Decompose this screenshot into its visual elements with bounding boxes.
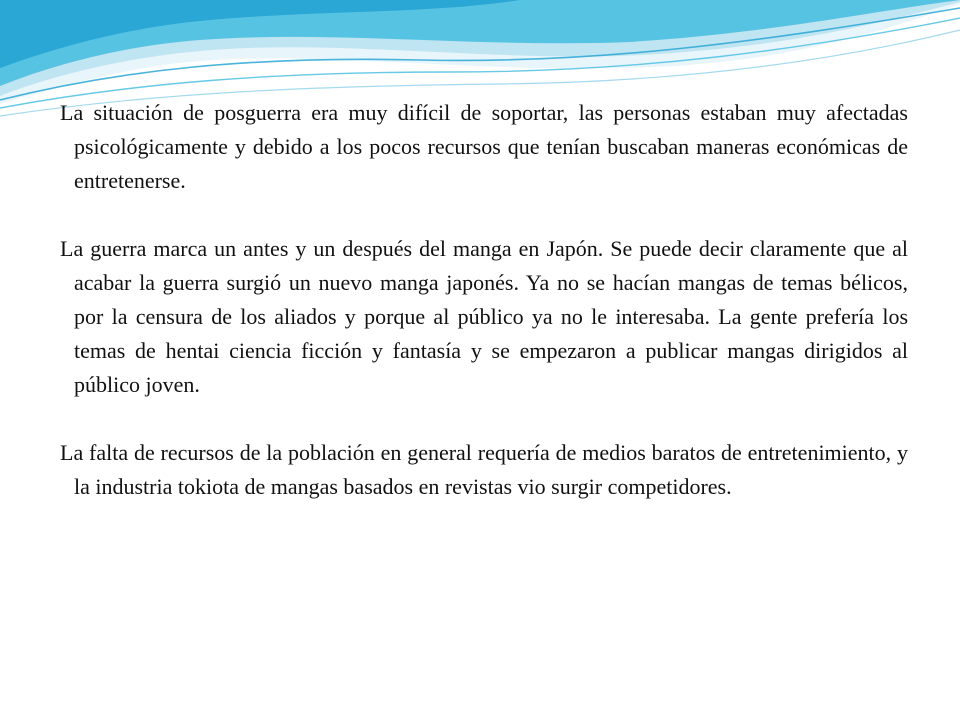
slide-body (60, 96, 908, 504)
body-paragraph-2: La guerra marca un antes y un después del manga en Japón. Se puede decir claramente que al acabar la guerra surgió un nuevo manga japonés. Ya no se hacían mangas de temas bélicos, por la censura de los aliados y porque al público ya no le interesaba. La gente prefería los temas de hentai ciencia ficción y fantasía y se empezaron a publicar mangas dirigidos al público joven. (60, 236, 908, 397)
body-paragraph-3: La falta de recursos de la población en general requería de medios baratos de entretenimiento, y la industria tokiota de mangas basados en revistas vio surgir competidores. (60, 440, 908, 499)
body-paragraph-1: La situación de posguerra era muy difícil de soportar, las personas estaban muy afectadas psicológicamente y debido a los pocos recursos que tenían buscaban maneras económicas de entretenerse. (60, 100, 908, 193)
